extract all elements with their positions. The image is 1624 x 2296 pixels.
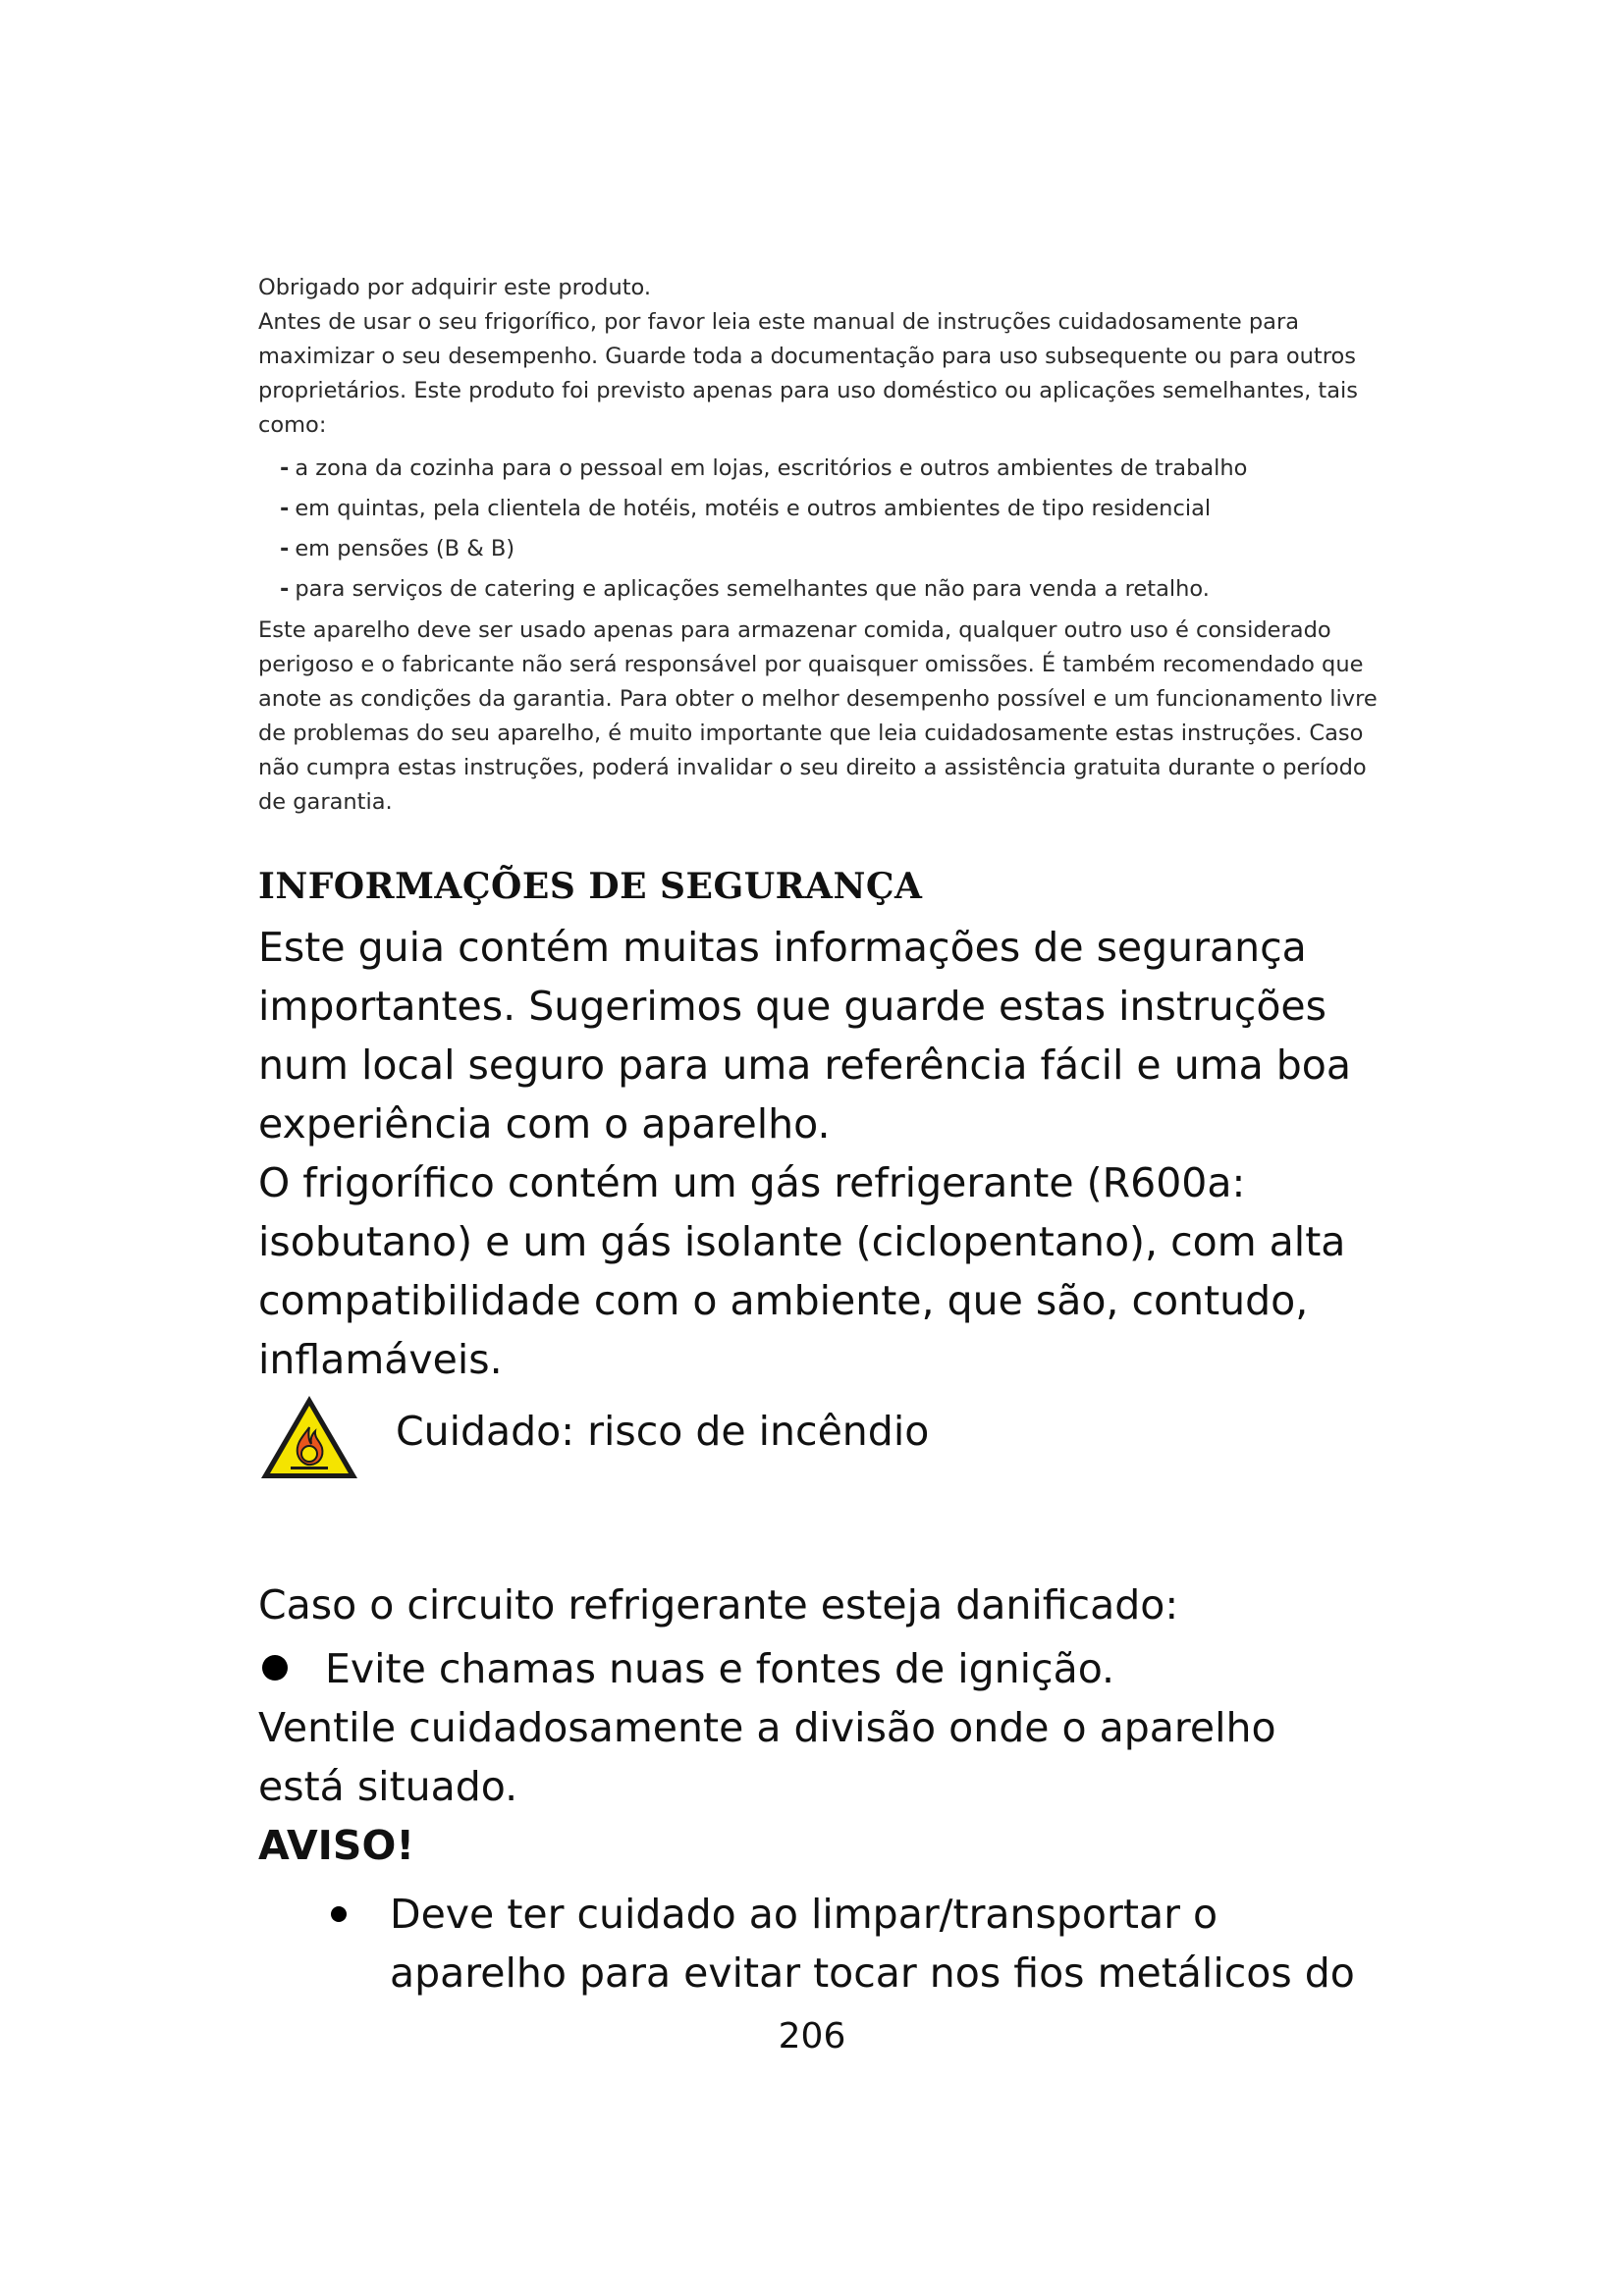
bullet-dot-icon bbox=[262, 1655, 288, 1681]
page-number: 206 bbox=[778, 2016, 846, 2056]
bullet-dot-icon bbox=[331, 1906, 347, 1922]
damaged-bullet: Evite chamas nuas e fontes de ignição. bbox=[258, 1639, 1114, 1698]
fire-warning-text: Cuidado: risco de incêndio bbox=[396, 1408, 930, 1455]
list-item: - em pensões (B & B) bbox=[280, 536, 515, 561]
aviso-bullet: Deve ter cuidado ao limpar/transportar o aparelho para evitar tocar nos fios metálicos do bbox=[329, 1885, 1389, 2002]
list-item: - em quintas, pela clientela de hotéis, motéis e outros ambientes de tipo residencial bbox=[280, 496, 1212, 521]
section-heading: INFORMAÇÕES DE SEGURANÇA bbox=[258, 866, 923, 907]
list-item: - a zona da cozinha para o pessoal em lojas, escritórios e outros ambientes de trabalho bbox=[280, 455, 1248, 481]
usage-warning-paragraph: Este aparelho deve ser usado apenas para armazenar comida, qualquer outro uso é considerado perigoso e o fabricante não será responsável por quaisquer omissões. É também recomendado que anote as condições da garantia. Para obter o melhor desempenho possível e um funcionamento livre de problemas do seu aparelho, é muito importante que leia cuidadosamente estas instruções. Caso não cumpra estas instruções, poderá invalidar o seu direito a assistência gratuita durante o período de garantia. bbox=[258, 617, 1378, 815]
fire-warning bbox=[257, 1392, 1141, 1480]
safety-paragraph-1: Este guia contém muitas informações de segurança importantes. Sugerimos que guarde estas instruções num local seguro para uma referência fácil e uma boa experiência com o aparelho. bbox=[258, 924, 1352, 1148]
flammable-warning-icon bbox=[257, 1392, 361, 1482]
damaged-circuit-intro: Caso o circuito refrigerante esteja danificado: bbox=[258, 1581, 1179, 1629]
aviso-heading: AVISO! bbox=[258, 1822, 415, 1869]
ventilate-paragraph: Ventile cuidadosamente a divisão onde o aparelho está situado. bbox=[258, 1704, 1276, 1810]
usage-list bbox=[258, 449, 1387, 610]
list-item: - para serviços de catering e aplicações semelhantes que não para venda a retalho. bbox=[280, 576, 1210, 602]
intro-paragraph: Antes de usar o seu frigorífico, por favor leia este manual de instruções cuidadosamente para maximizar o seu desempenho. Guarde toda a documentação para uso subsequente ou para outros proprietários. Este produto foi previsto apenas para uso doméstico ou aplicações semelhantes, tais como: bbox=[258, 309, 1358, 438]
safety-paragraph-2: O frigorífico contém um gás refrigerante (R600a: isobutano) e um gás isolante (ciclopentano), com alta compatibilidade com o ambiente, que são, contudo, inflamáveis. bbox=[258, 1159, 1346, 1383]
thanks-line: Obrigado por adquirir este produto. bbox=[258, 275, 652, 300]
intro-text bbox=[258, 271, 1387, 820]
